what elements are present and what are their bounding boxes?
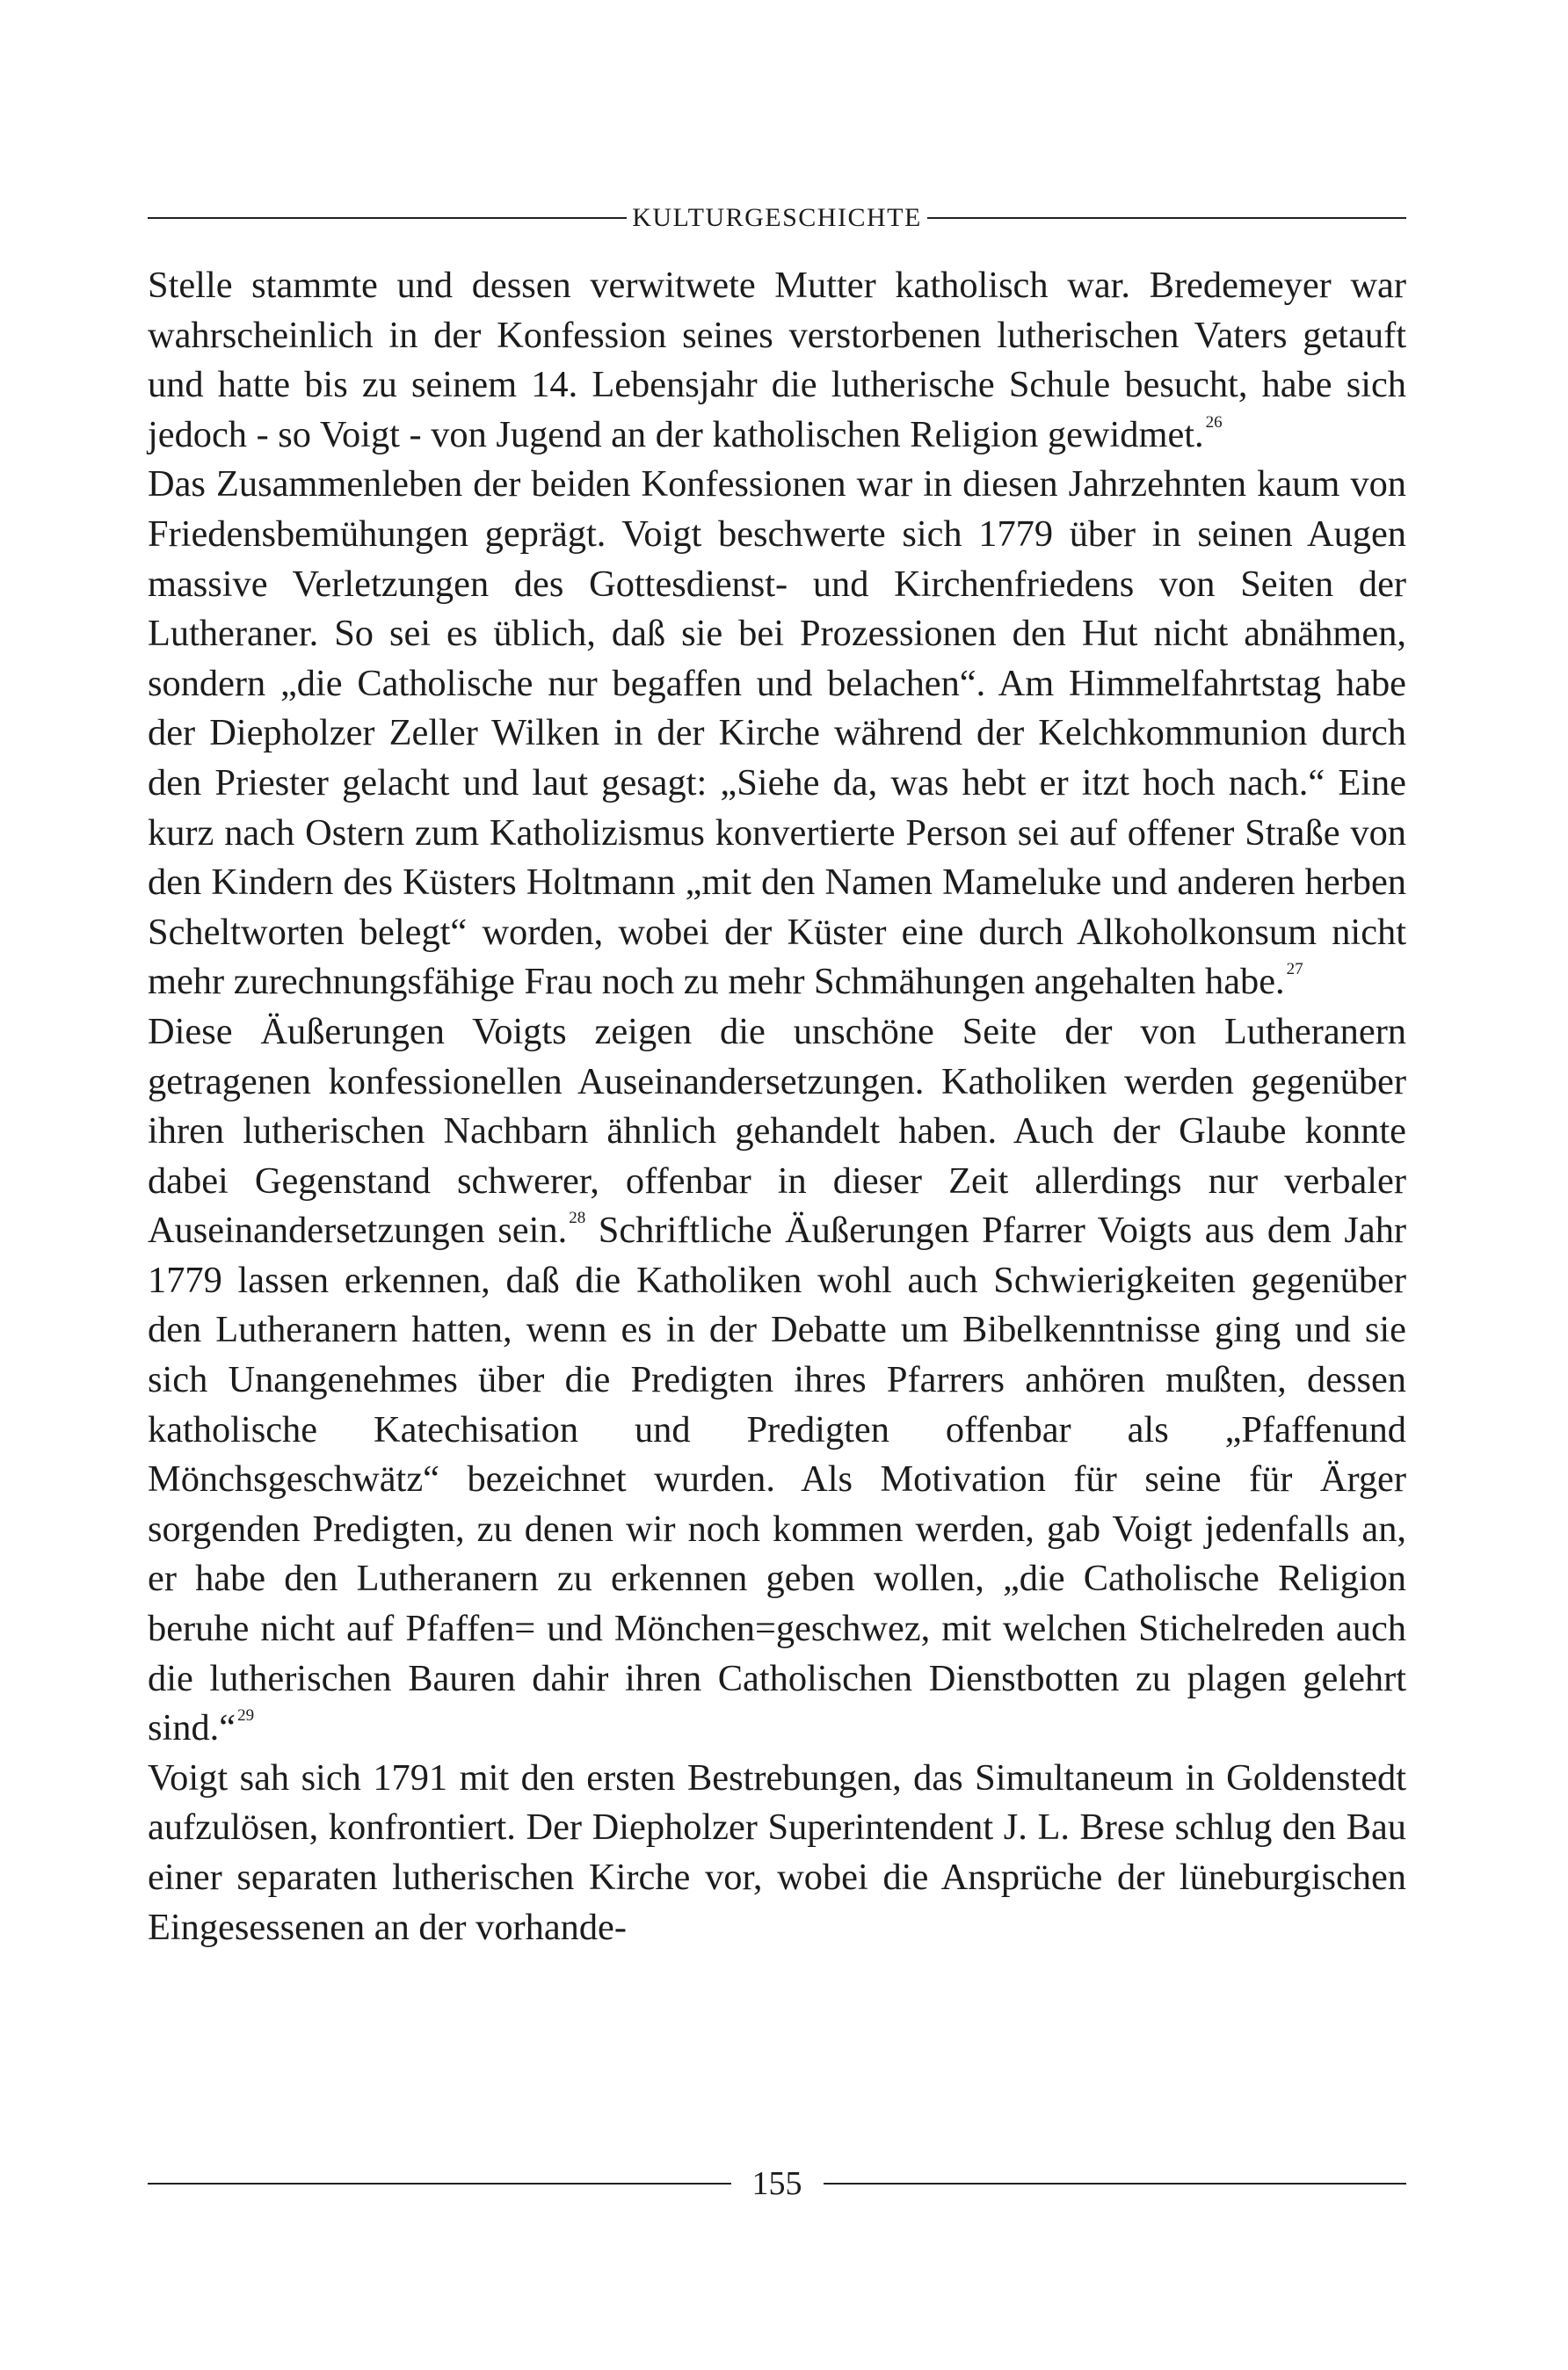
- footnote-marker: 29: [237, 1706, 255, 1726]
- paragraph: [148, 1007, 1406, 1754]
- paragraph: [148, 1754, 1406, 1952]
- body-text: [148, 261, 1406, 1952]
- paragraph-text: Voigt sah sich 1791 mit den ersten Bestrebungen, das Simultaneum in Goldenstedt aufzulösen, konfrontiert. Der Diepholzer Superintendent J. L. Brese schlug den Bau einer separaten lutherischen Kirche vor, wobei die Ansprüche der lüneburgischen Eingesessenen an der vorhande-: [148, 1756, 1406, 1948]
- paragraph-text: Das Zusammenleben der beiden Konfessionen war in diesen Jahrzehnten kaum von Friedensbemühungen geprägt. Voigt beschwerte sich 1779 über in seinen Augen massive Verletzungen des Gottesdienst- und Kirchenfriedens von Seiten der Lutheraner. So sei es üblich, daß sie bei Prozessionen den Hut nicht abnähmen, sondern „die Catholische nur begaffen und belachen“. Am Himmelfahrtstag habe der Diepholzer Zeller Wilken in der Kirche während der Kelchkommunion durch den Priester gelacht und laut gesagt: „Siehe da, was hebt er itzt hoch nach.“ Eine kurz nach Ostern zum Katholizismus konvertierte Person sei auf offener Straße von den Kindern des Küsters Holtmann „mit den Namen Mameluke und anderen herben Scheltworten belegt“ worden, wobei der Küster eine durch Alkoholkonsum nicht mehr zurechnungsfähige Frau noch zu mehr Schmähungen angehalten habe.: [148, 463, 1406, 1003]
- paragraph-text: Stelle stammte und dessen verwitwete Mutter katholisch war. Bredemeyer war wahrscheinlich in der Konfession seines verstorbenen lutherischen Vaters getauft und hatte bis zu seinem 14. Lebensjahr die lutherische Schule besucht, habe sich jedoch - so Voigt - von Jugend an der katholischen Religion gewidmet.: [148, 265, 1406, 455]
- footnote-marker: 28: [569, 1209, 586, 1228]
- header-rule-right: [927, 217, 1406, 219]
- footnote-marker: 27: [1286, 960, 1303, 979]
- footer-rule-left: [148, 2183, 731, 2185]
- footer-rule-right: [824, 2183, 1407, 2185]
- paragraph: [148, 460, 1406, 1007]
- footnote-marker: 26: [1205, 412, 1223, 432]
- paragraph-text: Schriftliche Äußerungen Pfarrer Voigts aus dem Jahr 1779 lassen erkennen, daß die Katholiken wohl auch Schwierigkeiten gegenüber den Lutheranern hatten, wenn es in der Debatte um Bibelkenntnisse ging und sie sich Unangenehmes über die Predigten ihres Pfarrers anhören mußten, dessen katholische Katechisation und Predigten offenbar als „Pfaffenund Mönchsgeschwätz“ bezeichnet wurden. Als Motivation für seine für Ärger sorgenden Predigten, zu denen wir noch kommen werden, gab Voigt jedenfalls an, er habe den Lutheranern zu erkennen geben wollen, „die Catholische Religion beruhe nicht auf Pfaffen= und Mönchen=geschwez, mit welchen Stichelreden auch die lutherischen Bauren dahir ihren Catholischen Dienstbotten zu plagen gelehrt sind.“: [148, 1210, 1407, 1749]
- header-rule-left: [148, 217, 627, 219]
- running-header-title: KULTURGESCHICHTE: [632, 203, 922, 232]
- running-header: [148, 200, 1406, 236]
- paragraph: [148, 261, 1406, 460]
- page-footer: [148, 2164, 1406, 2203]
- page-number: 155: [751, 2165, 802, 2202]
- paragraph-text: Diese Äußerungen Voigts zeigen die unschöne Seite der von Lutheranern getragenen konfessionellen Auseinandersetzungen. Katholiken werden gegenüber ihren lutherischen Nachbarn ähnlich gehandelt haben. Auch der Glaube konnte dabei Gegenstand schwerer, offenbar in dieser Zeit allerdings nur verbaler Auseinandersetzungen sein.: [148, 1010, 1406, 1252]
